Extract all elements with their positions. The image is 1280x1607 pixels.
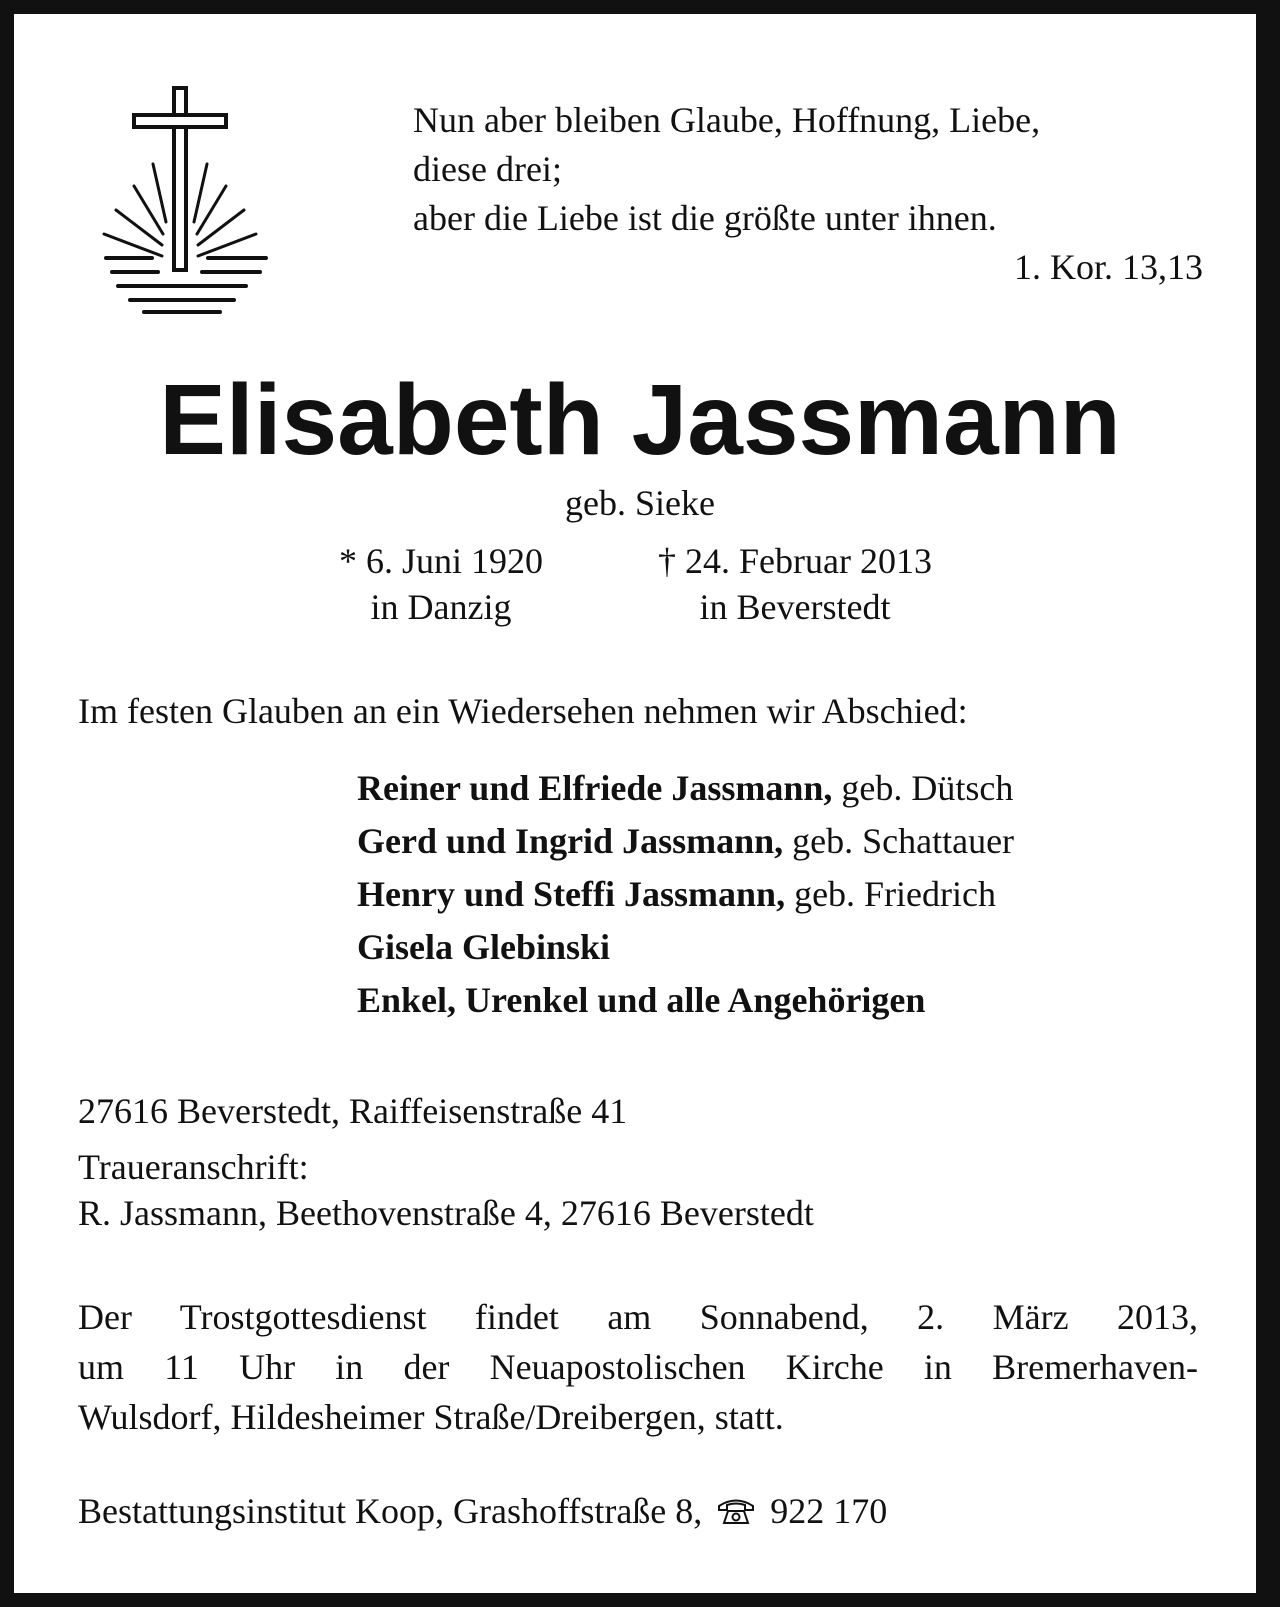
death-date: † 24. Februar 2013 xyxy=(658,541,932,581)
service-info xyxy=(78,1292,1198,1442)
mourner-note: geb. Friedrich xyxy=(794,874,996,914)
mourner-name: Gerd und Ingrid Jassmann, xyxy=(357,821,784,861)
mourner-note: geb. Dütsch xyxy=(841,768,1014,808)
phone-number: 922 170 xyxy=(770,1491,888,1531)
residence-address: 27616 Beverstedt, Raiffeisenstraße 41 xyxy=(78,1091,628,1131)
mourner-entry xyxy=(357,815,1014,868)
quote-reference: 1. Kor. 13,13 xyxy=(1014,247,1203,287)
bible-quote xyxy=(413,96,1203,292)
mourner-note: geb. Schattauer xyxy=(792,821,1015,861)
deceased-name: Elisabeth Jassmann xyxy=(159,364,1121,476)
maiden-name: geb. Sieke xyxy=(565,483,715,523)
mourner-name: Reiner und Elfriede Jassmann, xyxy=(357,768,833,808)
quote-line: aber die Liebe ist die größte unter ihnen. xyxy=(413,198,997,238)
quote-line: diese drei; xyxy=(413,149,562,189)
service-line: Der Trostgottesdienst findet am Sonnabend, 2. März 2013, xyxy=(78,1297,1198,1337)
telephone-icon xyxy=(715,1494,757,1526)
cross-with-rays-icon xyxy=(96,82,278,320)
mourner-entry xyxy=(357,868,1014,921)
mourner-name: Henry und Steffi Jassmann, xyxy=(357,874,786,914)
funeral-home xyxy=(78,1488,887,1534)
mourner-entry xyxy=(357,974,1014,1027)
birth-info xyxy=(296,538,586,630)
mourner-name: Enkel, Urenkel und alle Angehörigen xyxy=(357,980,926,1020)
service-line: um 11 Uhr in der Neuapostolischen Kirche in Bremerhaven- xyxy=(78,1347,1198,1387)
mourner-entry xyxy=(357,762,1014,815)
death-place: in Beverstedt xyxy=(699,587,891,627)
mourners-list xyxy=(357,762,1014,1027)
funeral-home-address: Bestattungsinstitut Koop, Grashoffstraße 8, xyxy=(78,1491,703,1531)
mourning-address-label: Traueranschrift: xyxy=(78,1147,309,1187)
mourner-entry xyxy=(357,921,1014,974)
birth-date: * 6. Juni 1920 xyxy=(338,541,543,581)
quote-line: Nun aber bleiben Glaube, Hoffnung, Liebe, xyxy=(413,100,1041,140)
mourning-address: R. Jassmann, Beethovenstraße 4, 27616 Beverstedt xyxy=(78,1193,814,1233)
service-line: Wulsdorf, Hildesheimer Straße/Dreibergen, statt. xyxy=(78,1397,784,1437)
birth-place: in Danzig xyxy=(370,587,512,627)
mourner-name: Gisela Glebinski xyxy=(357,927,611,967)
farewell-statement: Im festen Glauben an ein Wiedersehen nehmen wir Abschied: xyxy=(78,691,968,731)
death-info xyxy=(620,538,970,630)
